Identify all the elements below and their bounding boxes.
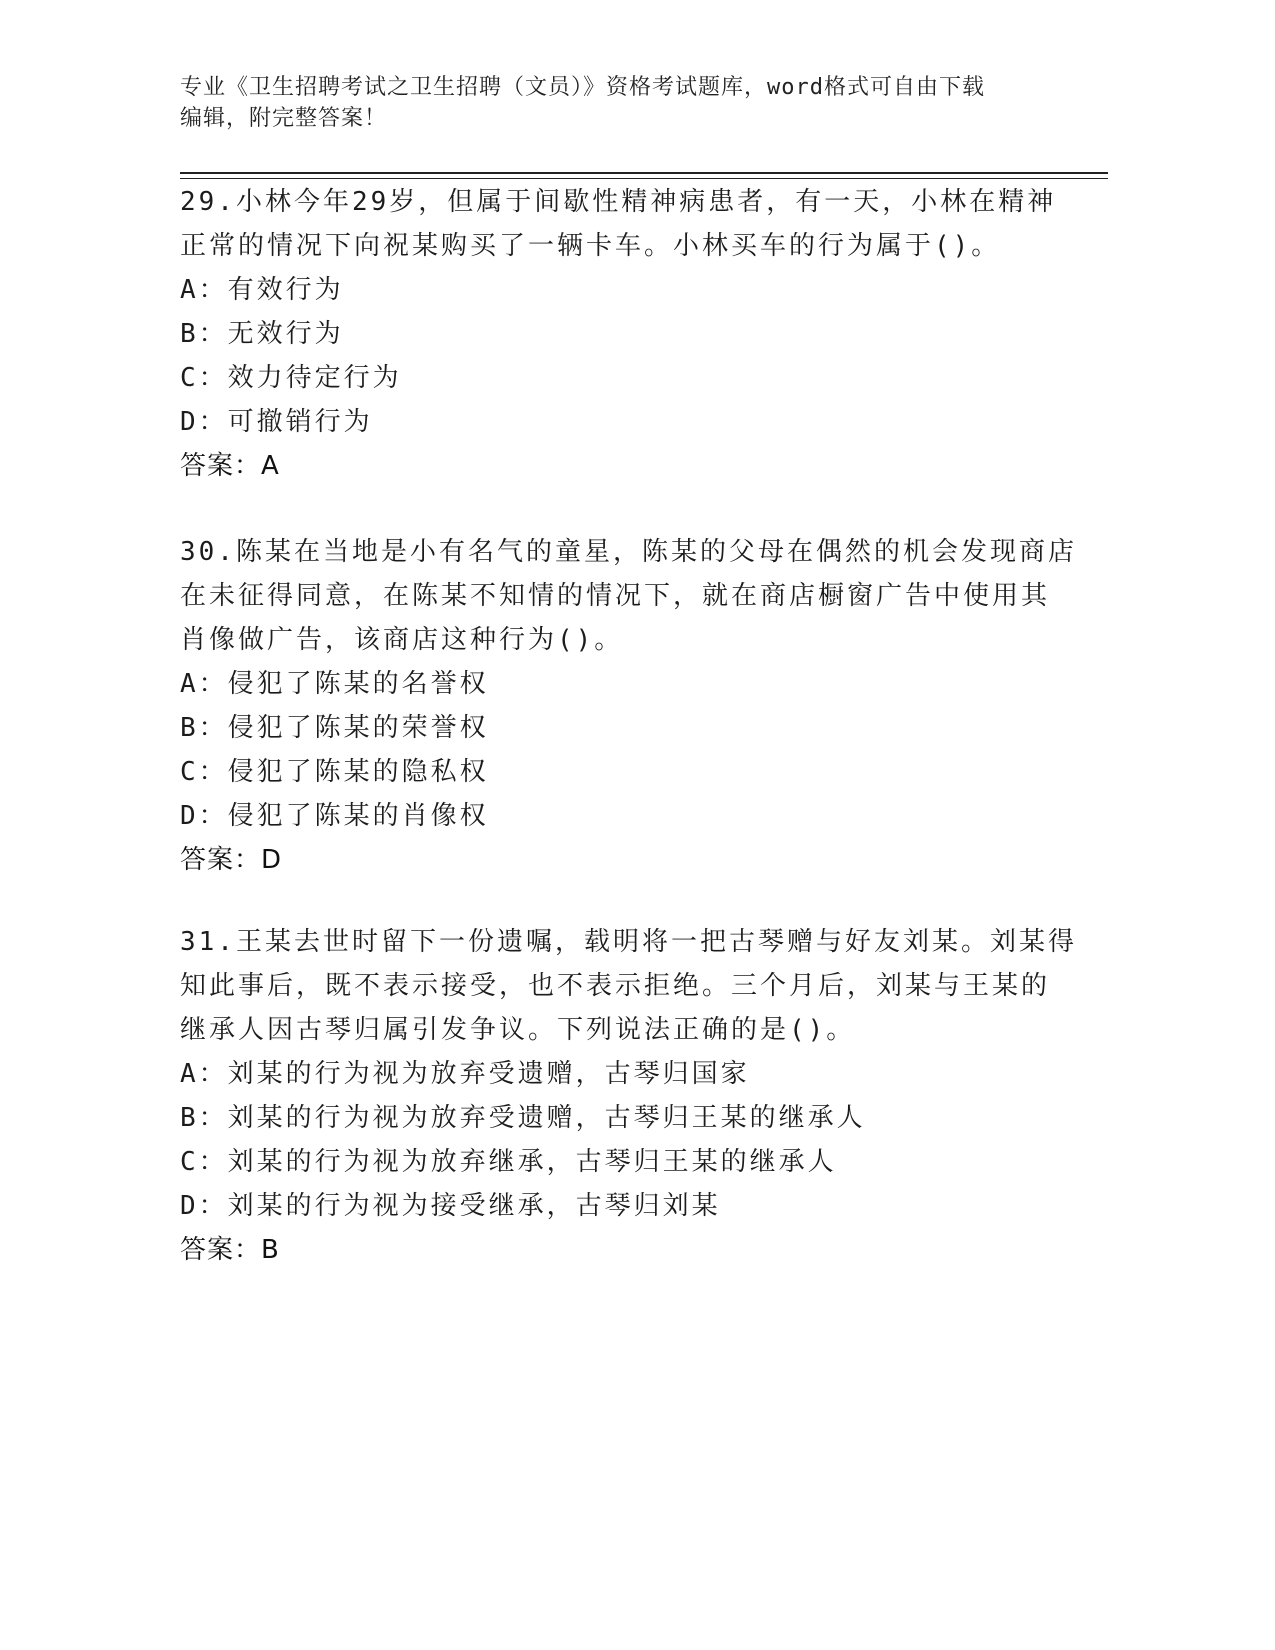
question-stem-line: 肖像做广告，该商店这种行为()。 (180, 625, 624, 655)
option-c: C：效力待定行为 (180, 363, 402, 393)
question-stem-line: 30.陈某在当地是小有名气的童星，陈某的父母在偶然的机会发现商店 (180, 537, 1077, 567)
option-a: A：有效行为 (180, 275, 344, 305)
question-stem-line: 继承人因古琴归属引发争议。下列说法正确的是()。 (180, 1015, 856, 1045)
option-d: D：侵犯了陈某的肖像权 (180, 801, 489, 831)
option-d: D：可撤销行为 (180, 407, 373, 437)
option-b: B：侵犯了陈某的荣誉权 (180, 713, 489, 743)
header-line-2: 编辑，附完整答案！ (180, 106, 388, 131)
question-30 (180, 530, 1080, 882)
question-31 (180, 920, 1080, 1272)
option-c: C：刘某的行为视为放弃继承，古琴归王某的继承人 (180, 1147, 837, 1177)
option-b: B：刘某的行为视为放弃受遗赠，古琴归王某的继承人 (180, 1103, 866, 1133)
answer-line: 答案：B (180, 1235, 280, 1265)
header-divider-thin (180, 178, 1108, 179)
question-stem-line: 29.小林今年29岁，但属于间歇性精神病患者，有一天，小林在精神 (180, 187, 1057, 217)
document-header (180, 72, 1080, 134)
question-stem-line: 在未征得同意，在陈某不知情的情况下，就在商店橱窗广告中使用其 (180, 581, 1051, 611)
answer-line: 答案：A (180, 451, 280, 481)
option-a: A：刘某的行为视为放弃受遗赠，古琴归国家 (180, 1059, 750, 1089)
option-c: C：侵犯了陈某的隐私权 (180, 757, 489, 787)
question-stem-line: 正常的情况下向祝某购买了一辆卡车。小林买车的行为属于()。 (180, 231, 1001, 261)
question-stem-line: 知此事后，既不表示接受，也不表示拒绝。三个月后，刘某与王某的 (180, 971, 1051, 1001)
header-divider-thick (180, 172, 1108, 174)
header-line-1: 专业《卫生招聘考试之卫生招聘（文员）》资格考试题库，word格式可自由下载 (180, 75, 985, 100)
answer-line: 答案：D (180, 845, 283, 875)
option-d: D：刘某的行为视为接受继承，古琴归刘某 (180, 1191, 721, 1221)
option-b: B：无效行为 (180, 319, 344, 349)
question-29 (180, 180, 1080, 488)
question-stem-line: 31.王某去世时留下一份遗嘱，载明将一把古琴赠与好友刘某。刘某得 (180, 927, 1077, 957)
option-a: A：侵犯了陈某的名誉权 (180, 669, 489, 699)
